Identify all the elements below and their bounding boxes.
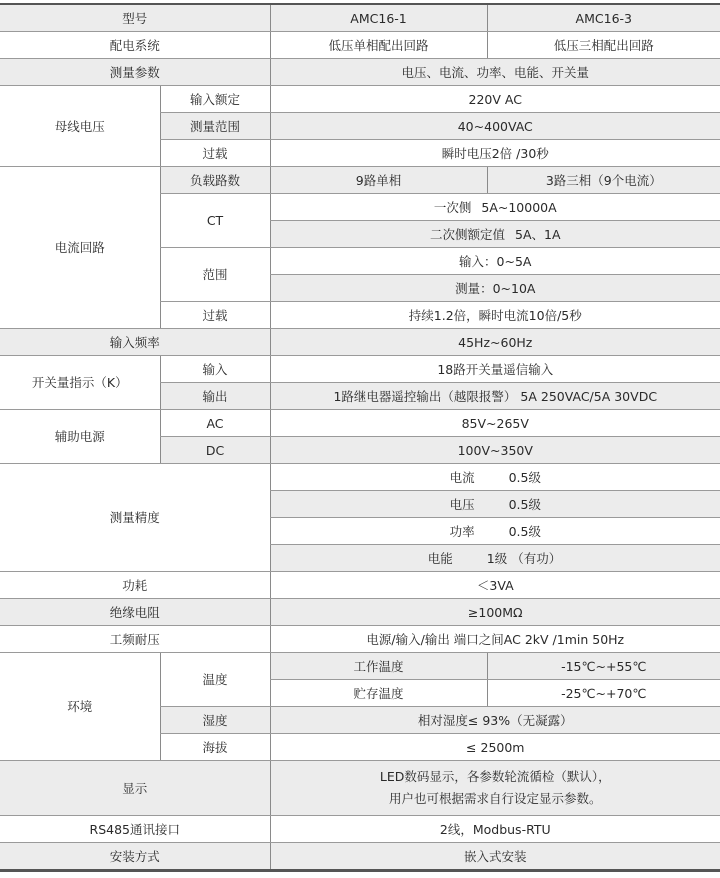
current-load-b: 3路三相（9个电流） (487, 167, 720, 194)
current-label: 电流回路 (0, 167, 160, 329)
accuracy-item (270, 518, 720, 545)
env-label: 环境 (0, 653, 160, 761)
current-overload-label: 过载 (160, 302, 270, 329)
bus-range: 40~400VAC (270, 113, 720, 140)
accuracy-name: 功率 (449, 523, 475, 539)
row-withstand (0, 626, 720, 653)
switch-output: 1路继电器遥控输出（越限报警） 5A 250VAC/5A 30VDC (270, 383, 720, 410)
display-line2: 用户也可根据需求自行设定显示参数。 (389, 791, 602, 806)
accuracy-name: 电能 (427, 550, 453, 566)
env-humidity-label: 湿度 (160, 707, 270, 734)
power-label: 功耗 (0, 572, 270, 599)
env-altitude-label: 海拔 (160, 734, 270, 761)
row-aux-ac (0, 410, 720, 437)
accuracy-name: 电压 (449, 496, 475, 512)
distribution-b: 低压三相配出回路 (487, 32, 720, 59)
bus-rated: 220V AC (270, 86, 720, 113)
bus-rated-label: 输入额定 (160, 86, 270, 113)
row-params (0, 59, 720, 86)
display-label: 显示 (0, 761, 270, 816)
frequency-label: 输入频率 (0, 329, 270, 356)
current-load-a: 9路单相 (270, 167, 487, 194)
distribution-a: 低压单相配出回路 (270, 32, 487, 59)
switch-output-label: 输出 (160, 383, 270, 410)
frequency-value: 45Hz~60Hz (270, 329, 720, 356)
ct-secondary-label: 二次侧额定值 (430, 226, 506, 242)
aux-label: 辅助电源 (0, 410, 160, 464)
withstand-value: 电源/输入/输出 端口之间AC 2kV /1min 50Hz (270, 626, 720, 653)
insulation-value: ≥100MΩ (270, 599, 720, 626)
install-value: 嵌入式安装 (270, 843, 720, 871)
accuracy-item (270, 491, 720, 518)
power-value: ＜3VA (270, 572, 720, 599)
bus-overload-label: 过载 (160, 140, 270, 167)
row-switch-input (0, 356, 720, 383)
env-temp-label: 温度 (160, 653, 270, 707)
env-altitude: ≤ 2500m (270, 734, 720, 761)
env-work-label: 工作温度 (270, 653, 487, 680)
row-bus-rated (0, 86, 720, 113)
env-humidity: 相对湿度≤ 93%（无凝露） (270, 707, 720, 734)
accuracy-name: 电流 (449, 469, 475, 485)
params-value: 电压、电流、功率、电能、开关量 (270, 59, 720, 86)
current-load-label: 负载路数 (160, 167, 270, 194)
ct-primary-value: 5A~10000A (481, 199, 557, 215)
bus-overload: 瞬时电压2倍 /30秒 (270, 140, 720, 167)
aux-dc-label: DC (160, 437, 270, 464)
env-store: -25℃~+70℃ (487, 680, 720, 707)
withstand-label: 工频耐压 (0, 626, 270, 653)
spec-table (0, 3, 720, 872)
aux-dc: 100V~350V (270, 437, 720, 464)
rs485-label: RS485通讯接口 (0, 816, 270, 843)
row-power (0, 572, 720, 599)
accuracy-label: 测量精度 (0, 464, 270, 572)
row-install (0, 843, 720, 871)
current-range-measure: 测量：0~10A (270, 275, 720, 302)
row-insulation (0, 599, 720, 626)
current-range-input: 输入：0~5A (270, 248, 720, 275)
display-value (270, 761, 720, 816)
ct-secondary (270, 221, 720, 248)
row-env-work (0, 653, 720, 680)
current-overload: 持续1.2倍，瞬时电流10倍/5秒 (270, 302, 720, 329)
row-model (0, 4, 720, 32)
model-a: AMC16-1 (270, 4, 487, 32)
model-label: 型号 (0, 4, 270, 32)
ct-primary (270, 194, 720, 221)
row-distribution (0, 32, 720, 59)
bus-label: 母线电压 (0, 86, 160, 167)
accuracy-item (270, 545, 720, 572)
accuracy-value: 0.5级 (508, 523, 541, 539)
switch-label: 开关量指示（K） (0, 356, 160, 410)
ct-secondary-value: 5A、1A (515, 226, 561, 242)
distribution-label: 配电系统 (0, 32, 270, 59)
row-rs485 (0, 816, 720, 843)
ct-label: CT (160, 194, 270, 248)
row-accuracy-0 (0, 464, 720, 491)
model-b: AMC16-3 (487, 4, 720, 32)
aux-ac: 85V~265V (270, 410, 720, 437)
row-display (0, 761, 720, 816)
row-current-load (0, 167, 720, 194)
ct-primary-label: 一次侧 (433, 199, 472, 215)
env-work: -15℃~+55℃ (487, 653, 720, 680)
current-range-label: 范围 (160, 248, 270, 302)
params-label: 测量参数 (0, 59, 270, 86)
bus-range-label: 测量范围 (160, 113, 270, 140)
rs485-value: 2线，Modbus-RTU (270, 816, 720, 843)
aux-ac-label: AC (160, 410, 270, 437)
install-label: 安装方式 (0, 843, 270, 871)
accuracy-value: 1级 （有功） (486, 550, 562, 566)
display-line1: LED数码显示，各参数轮流循检（默认）， (379, 769, 611, 784)
row-frequency (0, 329, 720, 356)
switch-input-label: 输入 (160, 356, 270, 383)
accuracy-value: 0.5级 (508, 496, 541, 512)
env-store-label: 贮存温度 (270, 680, 487, 707)
accuracy-item (270, 464, 720, 491)
accuracy-value: 0.5级 (508, 469, 541, 485)
insulation-label: 绝缘电阻 (0, 599, 270, 626)
switch-input: 18路开关量遥信输入 (270, 356, 720, 383)
